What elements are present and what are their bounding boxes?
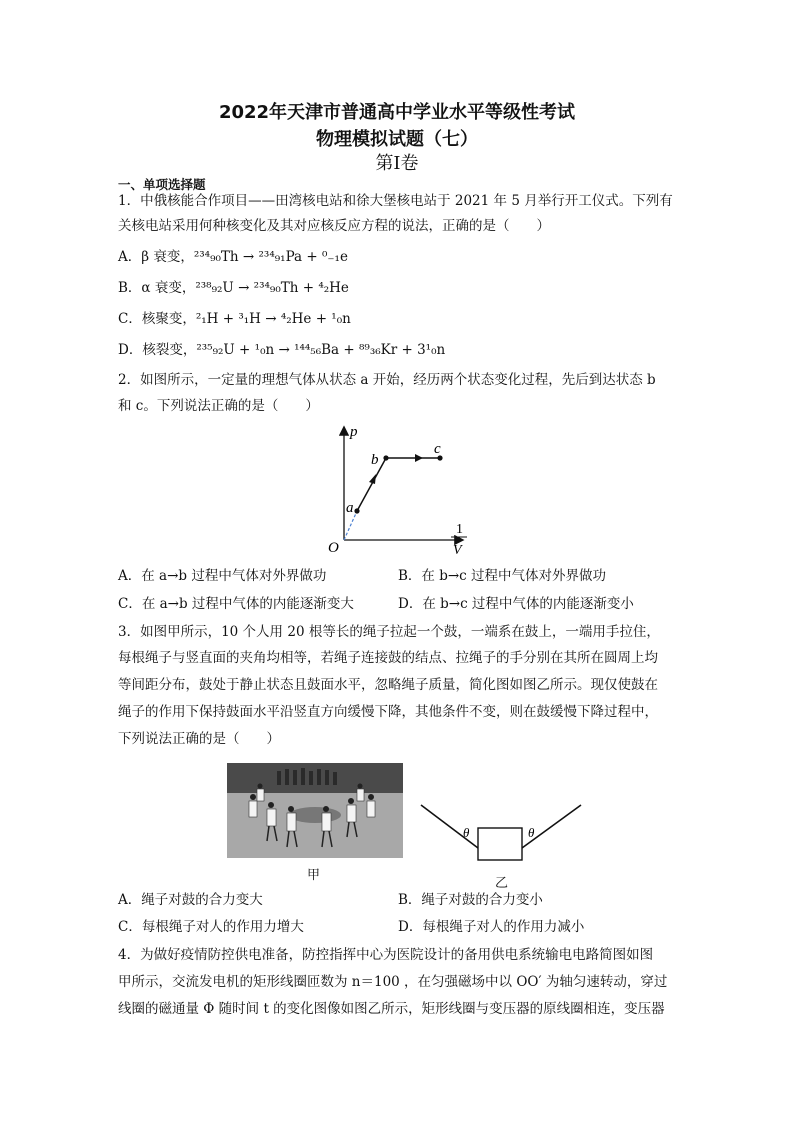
q2-stem-line1: 2．如图所示，一定量的理想气体从状态 a 开始，经历两个状态变化过程，先后到达状态 b — [118, 372, 656, 388]
point-a-label: a — [346, 500, 354, 516]
q1-option-b-equation: ²³⁸₉₂U → ²³⁴₉₀Th + ⁴₂He — [195, 280, 349, 296]
q1-stem-line2: 关核电站采用何种核变化及其对应核反应方程的说法，正确的是（ ） — [118, 218, 550, 234]
figure-jia-photo — [227, 763, 403, 858]
theta-right-label: θ — [528, 825, 535, 840]
section-heading: 一、单项选择题 — [118, 177, 206, 192]
point-b-label: b — [371, 452, 379, 468]
pv-graph — [320, 420, 480, 560]
q2-option-c: C．在 a→b 过程中气体的内能逐渐变大 — [118, 596, 354, 612]
page-title: 2022年天津市普通高中学业水平等级性考试 — [218, 102, 576, 123]
q1-option-d — [118, 340, 445, 360]
q3-option-d: D．每根绳子对人的作用力减小 — [398, 919, 585, 935]
p-axis-label: p — [350, 424, 358, 440]
q3-stem-line5: 下列说法正确的是（ ） — [118, 731, 280, 747]
q1-option-d-equation: ²³⁵₉₂U + ¹₀n → ¹⁴⁴₅₆Ba + ⁸⁹₃₆Kr + 3¹₀n — [196, 342, 446, 358]
q3-option-a: A．绳子对鼓的合力变大 — [118, 892, 263, 908]
point-a — [354, 508, 359, 513]
q3-stem-line2: 每根绳子与竖直面的夹角均相等，若绳子连接鼓的结点、拉绳子的手分别在其所在圆周上均 — [118, 650, 658, 666]
figure-jia-caption: 甲 — [307, 868, 321, 883]
figure-yi-diagram — [418, 803, 586, 867]
q2-option-b: B．在 b→c 过程中气体对外界做功 — [398, 568, 607, 584]
q4-stem-line3: 线圈的磁通量 Φ 随时间 t 的变化图像如图乙所示，矩形线圈与变压器的原线圈相连，变压器 — [118, 1001, 665, 1017]
q3-option-c: C．每根绳子对人的作用力增大 — [118, 919, 304, 935]
x-axis-denominator: V — [453, 543, 462, 558]
volume-label: 第Ⅰ卷 — [375, 153, 419, 174]
point-c-label: c — [434, 441, 441, 457]
q2-option-d: D．在 b→c 过程中气体的内能逐渐变小 — [398, 596, 634, 612]
q3-stem-line1: 3．如图甲所示，10 个人用 20 根等长的绳子拉起一个鼓，一端系在鼓上，一端用手拉住， — [118, 624, 660, 640]
a-to-b-arrow — [369, 474, 376, 484]
q1-option-c-label: C．核聚变， — [118, 311, 196, 327]
q4-stem-line1: 4．为做好疫情防控供电准备，防控指挥中心为医院设计的备用供电系统输电电路简图如图 — [118, 947, 654, 963]
q1-option-a-equation: ²³⁴₉₀Th → ²³⁴₉₁Pa + ⁰₋₁e — [193, 249, 348, 265]
q1-option-a-label: A．β 衰变， — [118, 249, 194, 265]
q2-stem-line2: 和 c。下列说法正确的是（ ） — [118, 398, 319, 414]
q3-option-b: B．绳子对鼓的合力变小 — [398, 892, 543, 908]
q1-option-b-label: B．α 衰变， — [118, 280, 196, 296]
drum-box — [478, 828, 522, 860]
q2-option-a: A．在 a→b 过程中气体对外界做功 — [118, 568, 327, 584]
q4-stem-line2: 甲所示，交流发电机的矩形线圈匝数为 n＝100 ，在匀强磁场中以 OO′ 为轴匀速转动，穿过 — [118, 974, 668, 990]
q1-option-a — [118, 247, 348, 267]
page-subtitle: 物理模拟试题（七） — [316, 129, 478, 150]
q1-stem-line1: 1．中俄核能合作项目——田湾核电站和徐大堡核电站于 2021 年 5 月举行开工仪式。下列有 — [118, 193, 673, 209]
q1-option-d-label: D．核裂变， — [118, 342, 197, 358]
q3-stem-line3: 等间距分布，鼓处于静止状态且鼓面水平，忽略绳子质量，简化图如图乙所示。现仅使鼓在 — [118, 677, 658, 693]
photo-people-illustration — [227, 763, 403, 858]
q3-stem-line4: 绳子的作用下保持鼓面水平沿竖直方向缓慢下降，其他条件不变，则在鼓缓慢下降过程中， — [118, 704, 658, 720]
point-b — [383, 455, 388, 460]
b-to-c-arrow — [415, 454, 423, 462]
figure-yi-caption: 乙 — [495, 876, 509, 891]
theta-left-label: θ — [463, 825, 470, 840]
q1-option-c — [118, 309, 351, 329]
q1-option-c-equation: ²₁H + ³₁H → ⁴₂He + ¹₀n — [195, 311, 351, 327]
q1-option-b — [118, 278, 349, 298]
origin-label: O — [328, 540, 339, 556]
left-rope — [421, 805, 478, 848]
x-axis-numerator: 1 — [456, 522, 463, 537]
